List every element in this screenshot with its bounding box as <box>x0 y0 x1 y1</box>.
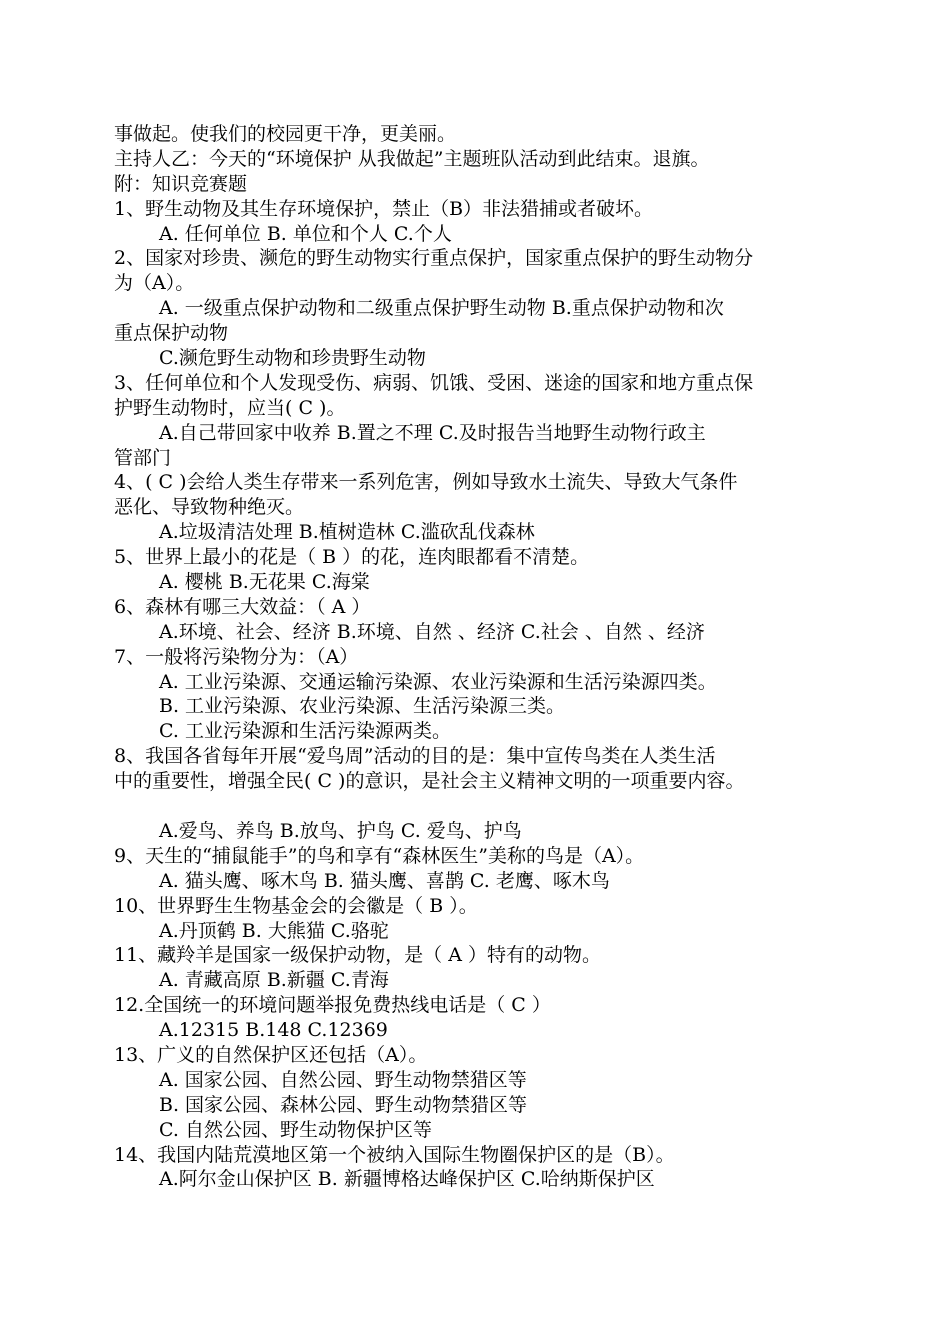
answer-options-line: A. 工业污染源、交通运输污染源、农业污染源和生活污染源四类。 <box>159 670 717 693</box>
text-line: 管部门 <box>114 446 172 469</box>
text-line: 附：知识竞赛题 <box>114 172 248 195</box>
text-line: 10、世界野生生物基金会的会徽是（ B ）。 <box>114 894 478 917</box>
answer-options-line: A. 任何单位 B. 单位和个人 C.个人 <box>159 222 452 245</box>
text-line: 事做起。使我们的校园更干净，更美丽。 <box>114 123 457 145</box>
answer-options-line: A.阿尔金山保护区 B. 新疆博格达峰保护区 C.哈纳斯保护区 <box>159 1168 655 1191</box>
text-line: 主持人乙：今天的“环境保护 从我做起”主题班队活动到此结束。退旗。 <box>114 147 710 170</box>
answer-options-line: A. 猫头鹰、啄木鸟 B. 猫头鹰、喜鹊 C. 老鹰、啄木鸟 <box>159 869 610 892</box>
text-line: 7、一般将污染物分为：（A） <box>114 645 359 668</box>
document-body <box>114 122 854 1192</box>
answer-options-line: A.丹顶鹤 B. 大熊猫 C.骆驼 <box>159 919 389 942</box>
text-line: 6、森林有哪三大效益：（ A ） <box>114 595 371 618</box>
answer-options-line: A.爱鸟、养鸟 B.放鸟、护鸟 C. 爱鸟、护鸟 <box>159 819 522 842</box>
answer-options-line: B. 国家公园、森林公园、野生动物禁猎区等 <box>159 1093 528 1116</box>
answer-options-line: C. 自然公园、野生动物保护区等 <box>159 1118 432 1141</box>
answer-options-line: A.垃圾清洁处理 B.植树造林 C.滥砍乱伐森林 <box>159 521 535 544</box>
answer-options-line: A. 一级重点保护动物和二级重点保护野生动物 B.重点保护动物和次 <box>159 297 724 320</box>
text-line: 恶化、导致物种绝灭。 <box>114 496 305 519</box>
text-line: 14、我国内陆荒漠地区第一个被纳入国际生物圈保护区的是（B）。 <box>114 1143 675 1166</box>
answer-options-line: A.自己带回家中收养 B.置之不理 C.及时报告当地野生动物行政主 <box>159 421 706 444</box>
text-line: 13、广义的自然保护区还包括（A）。 <box>114 1043 428 1066</box>
text-line: 2、国家对珍贵、濒危的野生动物实行重点保护，国家重点保护的野生动物分 <box>114 247 754 270</box>
text-line: 8、我国各省每年开展“爱鸟周”活动的目的是：集中宣传鸟类在人类生活 <box>114 745 716 768</box>
answer-options-line: A.环境、社会、经济 B.环境、自然 、经济 C.社会 、自然 、经济 <box>159 620 705 643</box>
answer-options-line: A. 国家公园、自然公园、野生动物禁猎区等 <box>159 1068 527 1091</box>
text-line: 3、任何单位和个人发现受伤、病弱、饥饿、受困、迷途的国家和地方重点保 <box>114 371 754 394</box>
text-line: 为（A）。 <box>114 272 195 295</box>
text-line <box>114 794 854 819</box>
answer-options-line: A. 青藏高原 B.新疆 C.青海 <box>159 969 389 992</box>
answer-options-line: C. 工业污染源和生活污染源两类。 <box>159 720 451 743</box>
text-line: 12.全国统一的环境问题举报免费热线电话是（ C ） <box>114 994 551 1017</box>
answer-options-line: B. 工业污染源、农业污染源、生活污染源三类。 <box>159 695 566 718</box>
text-line: 重点保护动物 <box>114 322 229 345</box>
text-line: 5、世界上最小的花是（ B ）的花，连肉眼都看不清楚。 <box>114 546 590 569</box>
answer-options-line: A.12315 B.148 C.12369 <box>159 1019 388 1042</box>
text-line: 中的重要性，增强全民( C )的意识，是社会主义精神文明的一项重要内容。 <box>114 770 745 793</box>
text-line: 11、藏羚羊是国家一级保护动物，是（ A ）特有的动物。 <box>114 944 601 967</box>
text-line: 护野生动物时，应当( C )。 <box>114 396 346 419</box>
text-line: 9、天生的“捕鼠能手”的鸟和享有“森林医生”美称的鸟是（A）。 <box>114 844 645 867</box>
answer-options-line: A. 樱桃 B.无花果 C.海棠 <box>159 571 370 594</box>
text-line: 1、野生动物及其生存环境保护，禁止（B）非法猎捕或者破坏。 <box>114 197 654 220</box>
text-line: 4、( C )会给人类生存带来一系列危害，例如导致水土流失、导致大气条件 <box>114 471 738 494</box>
answer-options-line: C.濒危野生动物和珍贵野生动物 <box>159 347 426 370</box>
